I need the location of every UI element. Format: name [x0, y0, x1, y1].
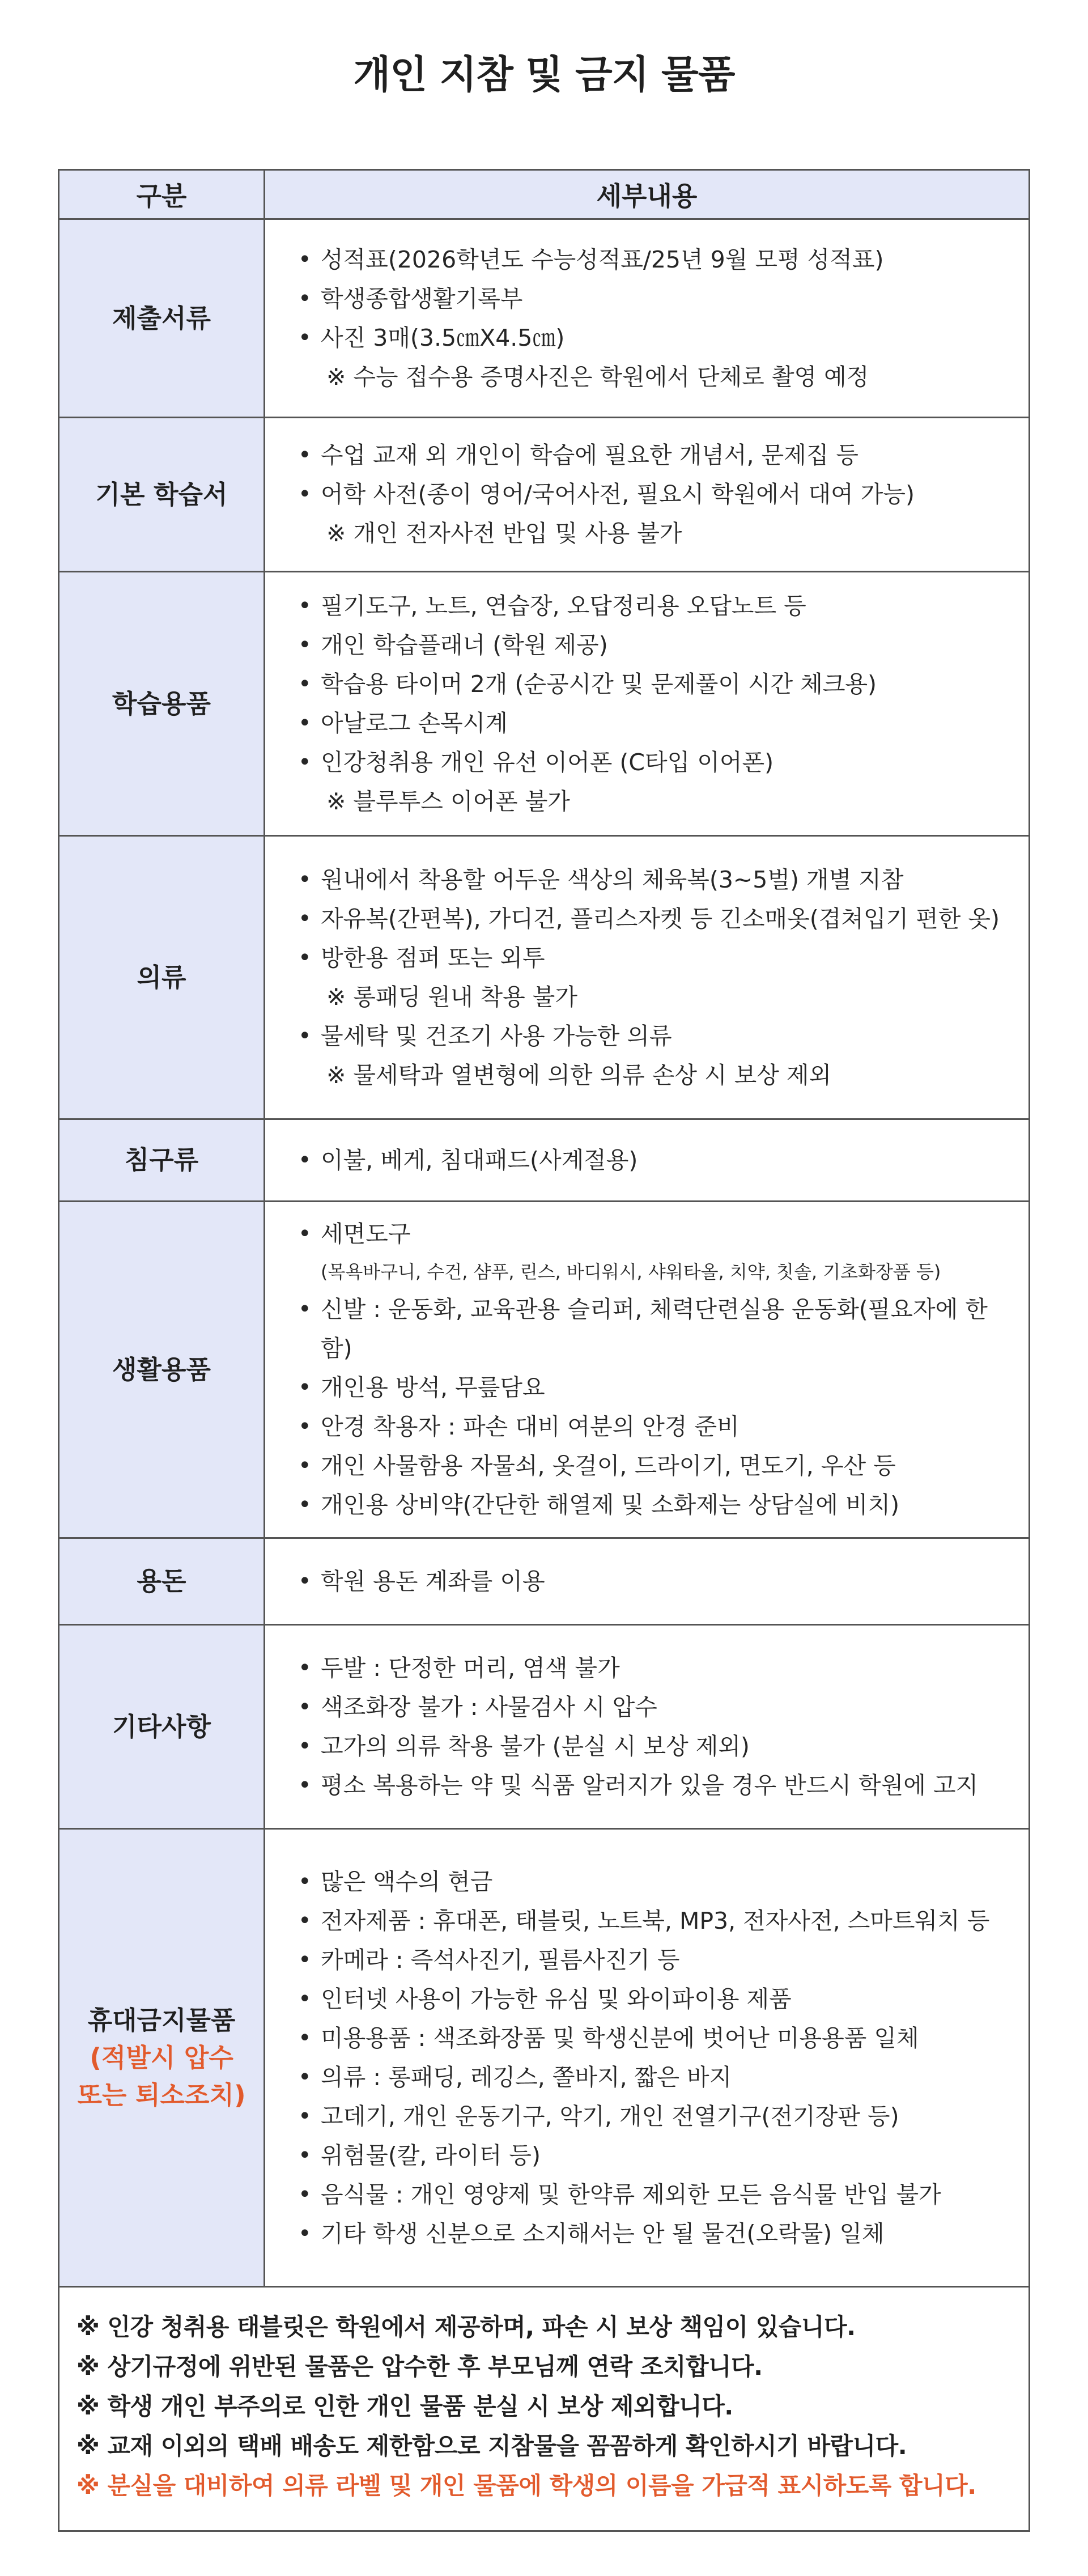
category-label: 용돈 [137, 1566, 186, 1596]
row-category [59, 836, 265, 1119]
footer-note: ※ 인강 청취용 태블릿은 학원에서 제공하며, 파손 시 보상 책임이 있습니다. [76, 2313, 856, 2341]
detail-item: • 안경 착용자 : 파손 대비 여분의 안경 준비 [294, 1407, 1017, 1446]
detail-item: • 두발 : 단정한 머리, 염색 불가 [294, 1649, 1017, 1688]
detail-note: ※ 개인 전자사전 반입 및 사용 불가 [326, 520, 682, 547]
category-label: 기타사항 [112, 1711, 211, 1742]
table-row [59, 1119, 1030, 1202]
detail-item: • 개인용 방석, 무릎담요 [294, 1368, 1017, 1407]
detail-item: • 개인 사물함용 자물쇠, 옷걸이, 드라이기, 면도기, 우산 등 [294, 1446, 1017, 1486]
detail-list [294, 587, 1017, 821]
row-category [59, 418, 265, 572]
row-category [59, 572, 265, 836]
detail-item: • 의류 : 롱패딩, 레깅스, 쫄바지, 짧은 바지 [294, 2058, 1017, 2097]
detail-item: • 어학 사전(종이 영어/국어사전, 필요시 학원에서 대여 가능) [294, 475, 1017, 514]
header-category: 구분 [59, 170, 265, 219]
detail-item: • 개인용 상비약(간단한 해열제 및 소화제는 상담실에 비치) [294, 1486, 1017, 1525]
detail-item: • 인강청취용 개인 유선 이어폰 (C타입 이어폰) [294, 743, 1017, 782]
footer-note: ※ 교재 이외의 택배 배송도 제한함으로 지참물을 꼼꼼하게 확인하시기 바랍니다. [76, 2432, 907, 2460]
table-row [59, 1829, 1030, 2287]
category-label: 의류 [137, 962, 186, 992]
detail-item: • 필기도구, 노트, 연습장, 오답정리용 오답노트 등 [294, 587, 1017, 626]
row-details [265, 219, 1030, 418]
detail-list [294, 1562, 1017, 1601]
detail-item: • 색조화장 불가 : 사물검사 시 압수 [294, 1688, 1017, 1727]
detail-list [294, 1215, 1017, 1525]
items-table [58, 169, 1030, 2288]
header-details: 세부내용 [265, 170, 1030, 219]
row-category [59, 1538, 265, 1625]
detail-item: • 고가의 의류 착용 불가 (분실 시 보상 제외) [294, 1727, 1017, 1766]
table-row [59, 836, 1030, 1119]
page-title: 개인 지참 및 금지 물품 [353, 53, 735, 97]
footer-note: ※ 학생 개인 부주의로 인한 개인 물품 분실 시 보상 제외합니다. [76, 2392, 733, 2420]
table-row [59, 572, 1030, 836]
detail-item: • 전자제품 : 휴대폰, 태블릿, 노트북, MP3, 전자사전, 스마트워치 등 [294, 1902, 1017, 1941]
detail-item: • 많은 액수의 현금 [294, 1862, 1017, 1902]
row-details [265, 1119, 1030, 1202]
category-label: 기본 학습서 [95, 479, 228, 510]
detail-subtext: (목욕바구니, 수건, 샴푸, 린스, 바디워시, 샤워타올, 치약, 칫솔, 기초화장품 등) [321, 1261, 941, 1283]
detail-list [294, 1649, 1017, 1805]
row-details [265, 836, 1030, 1119]
row-details [265, 1538, 1030, 1625]
detail-item: • 수업 교재 외 개인이 학습에 필요한 개념서, 문제집 등 [294, 436, 1017, 475]
detail-item: • 이불, 베게, 침대패드(사계절용) [294, 1141, 1017, 1180]
table-row [59, 1625, 1030, 1829]
detail-item: • 신발 : 운동화, 교육관용 슬리퍼, 체력단련실용 운동화(필요자에 한함) [294, 1290, 1017, 1368]
detail-item: • 세면도구 [294, 1215, 1017, 1254]
detail-item: • 사진 3매(3.5㎝X4.5㎝) [294, 319, 1017, 358]
detail-item: • 위험물(칼, 라이터 등) [294, 2136, 1017, 2175]
detail-item: • 학습용 타이머 2개 (순공시간 및 문제풀이 시간 체크용) [294, 665, 1017, 704]
footer-notes [58, 2286, 1030, 2532]
row-details [265, 572, 1030, 836]
detail-item: • 아날로그 손목시계 [294, 704, 1017, 743]
detail-item: • 카메라 : 즉석사진기, 필름사진기 등 [294, 1941, 1017, 1980]
category-warning: 또는 퇴소조치) [77, 2080, 246, 2110]
row-category [59, 1202, 265, 1538]
detail-item: • 고데기, 개인 운동기구, 악기, 개인 전열기구(전기장판 등) [294, 2097, 1017, 2136]
category-warning: (적발시 압수 [90, 2042, 233, 2073]
detail-note: ※ 수능 접수용 증명사진은 학원에서 단체로 촬영 예정 [326, 363, 869, 391]
detail-item: • 기타 학생 신분으로 소지해서는 안 될 물건(오락물) 일체 [294, 2214, 1017, 2254]
detail-list [294, 1141, 1017, 1180]
row-category [59, 219, 265, 418]
row-category [59, 1119, 265, 1202]
row-details [265, 1202, 1030, 1538]
detail-note: ※ 물세탁과 열변형에 의한 의류 손상 시 보상 제외 [326, 1061, 832, 1089]
detail-item: • 성적표(2026학년도 수능성적표/25년 9월 모평 성적표) [294, 240, 1017, 279]
row-category [59, 1829, 265, 2287]
row-details [265, 1829, 1030, 2287]
detail-item: • 학생종합생활기록부 [294, 279, 1017, 319]
category-label: 제출서류 [112, 303, 211, 333]
detail-list [294, 240, 1017, 397]
detail-item: • 미용용품 : 색조화장품 및 학생신분에 벗어난 미용용품 일체 [294, 2019, 1017, 2058]
detail-item: • 원내에서 착용할 어두운 색상의 체육복(3~5벌) 개별 지참 [294, 860, 1017, 899]
table-row [59, 1538, 1030, 1625]
detail-item: • 자유복(간편복), 가디건, 플리스자켓 등 긴소매옷(겹쳐입기 편한 옷) [294, 899, 1017, 939]
detail-item: • 물세탁 및 건조기 사용 가능한 의류 [294, 1017, 1017, 1056]
footer-note: ※ 분실을 대비하여 의류 라벨 및 개인 물품에 학생의 이름을 가급적 표시하도록 합니다. [76, 2472, 976, 2499]
row-details [265, 418, 1030, 572]
detail-note: ※ 블루투스 이어폰 불가 [326, 787, 570, 815]
table-row [59, 219, 1030, 418]
detail-note: ※ 롱패딩 원내 착용 불가 [326, 983, 577, 1011]
detail-item: • 방한용 점퍼 또는 외투 [294, 939, 1017, 978]
detail-item: • 개인 학습플래너 (학원 제공) [294, 626, 1017, 665]
detail-list [294, 860, 1017, 1095]
footer-note: ※ 상기규정에 위반된 물품은 압수한 후 부모님께 연락 조치합니다. [76, 2353, 763, 2380]
category-label: 침구류 [124, 1145, 199, 1175]
detail-list [294, 1862, 1017, 2254]
detail-item: • 인터넷 사용이 가능한 유심 및 와이파이용 제품 [294, 1980, 1017, 2019]
row-category [59, 1625, 265, 1829]
category-label: 생활용품 [112, 1354, 211, 1385]
table-row [59, 418, 1030, 572]
detail-item: • 평소 복용하는 약 및 식품 알러지가 있을 경우 반드시 학원에 고지 [294, 1766, 1017, 1805]
detail-item: • 학원 용돈 계좌를 이용 [294, 1562, 1017, 1601]
category-label: 휴대금지물품 [87, 2005, 236, 2035]
detail-item: • 음식물 : 개인 영양제 및 한약류 제외한 모든 음식물 반입 불가 [294, 2175, 1017, 2214]
table-header-row [59, 170, 1030, 219]
row-details [265, 1625, 1030, 1829]
category-label: 학습용품 [112, 688, 211, 719]
detail-list [294, 436, 1017, 553]
table-row [59, 1202, 1030, 1538]
